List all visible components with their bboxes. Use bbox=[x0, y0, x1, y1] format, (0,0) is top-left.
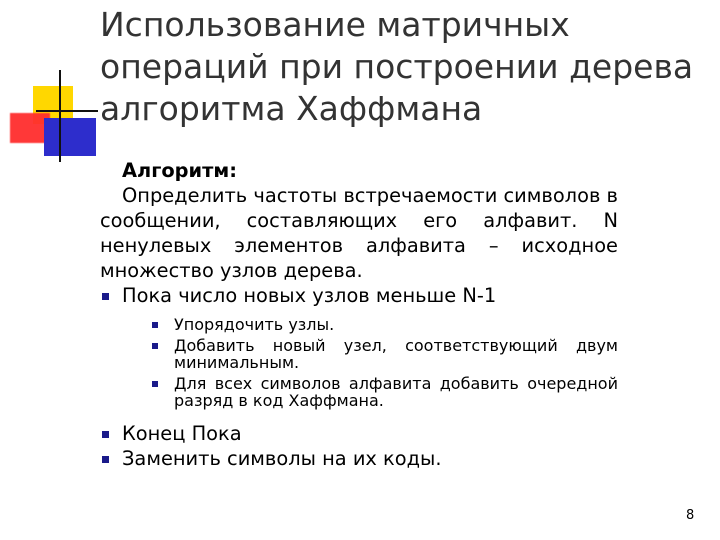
intro-paragraph: Определить частоты встречаемости символов в сообщении, составляющих его алфавит. N ненулевых элементов алфавита – исходное множество узлов дерева. bbox=[100, 184, 618, 282]
slide-title bbox=[100, 4, 700, 130]
final-step-item: Заменить символы на их коды. bbox=[100, 446, 618, 471]
slide-body bbox=[100, 158, 618, 471]
title-line-2: операций при построении дерева bbox=[100, 47, 694, 86]
page-number: 8 bbox=[686, 508, 695, 523]
decorative-horizontal-line bbox=[36, 110, 98, 112]
title-line-1: Использование матричных bbox=[100, 5, 570, 44]
title-line-3: алгоритма Хаффмана bbox=[100, 89, 483, 128]
decorative-blue-square bbox=[44, 118, 96, 156]
loop-start-item: Пока число новых узлов меньше N-1 bbox=[100, 283, 618, 308]
decorative-vertical-line bbox=[59, 70, 61, 162]
algorithm-heading: Алгоритм: bbox=[122, 159, 237, 182]
loop-step-item: Упорядочить узлы. bbox=[100, 316, 618, 333]
loop-step-item: Добавить новый узел, соответствующий двум минимальным. bbox=[100, 337, 618, 371]
loop-step-item: Для всех символов алфавита добавить очередной разряд в код Хаффмана. bbox=[100, 375, 618, 409]
loop-end-item: Конец Пока bbox=[100, 421, 618, 446]
